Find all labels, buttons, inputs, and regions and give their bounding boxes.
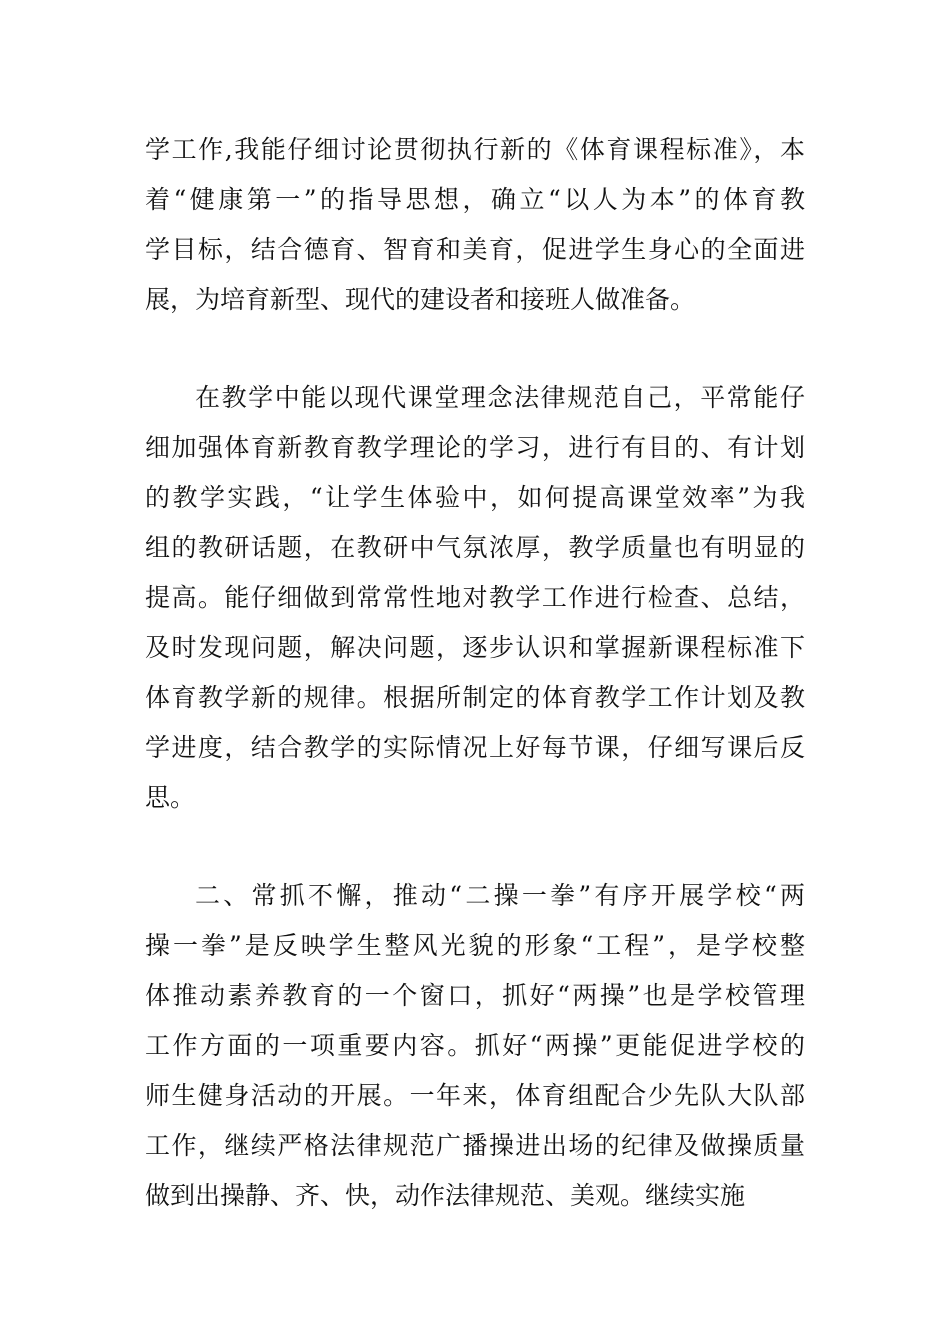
text-line: 二、常抓不懈，推动“二操一拳”有序开展学校“两	[195, 881, 805, 910]
text-line: 师生健身活动的开展。一年来，体育组配合少先队大队部	[145, 1081, 805, 1110]
paragraph-1	[145, 125, 805, 325]
text-line: 操一拳”是反映学生整风光貌的形象“工程”，是学校整	[145, 931, 805, 960]
text-line: 体育教学新的规律。根据所制定的体育教学工作计划及教	[145, 683, 805, 712]
text-line: 做到出操静、齐、快，动作法律规范、美观。继续实施	[145, 1181, 746, 1210]
text-line: 学进度，结合教学的实际情况上好每节课，仔细写课后反	[145, 733, 805, 762]
paragraph-3	[145, 871, 805, 1221]
text-line: 在教学中能以现代课堂理念法律规范自己，平常能仔	[195, 383, 805, 412]
text-line: 展，为培育新型、现代的建设者和接班人做准备。	[145, 285, 696, 314]
text-line: 提高。能仔细做到常常性地对教学工作进行检查、总结，	[145, 583, 805, 612]
text-line: 组的教研话题，在教研中气氛浓厚，教学质量也有明显的	[145, 533, 805, 562]
paragraph-2	[145, 373, 805, 823]
text-line: 工作，继续严格法律规范广播操进出场的纪律及做操质量	[145, 1131, 805, 1160]
text-line: 学目标，结合德育、智育和美育，促进学生身心的全面进	[145, 235, 805, 264]
text-line: 细加强体育新教育教学理论的学习，进行有目的、有计划	[145, 433, 805, 462]
text-line: 工作方面的一项重要内容。抓好“两操”更能促进学校的	[145, 1031, 805, 1060]
text-line: 及时发现问题，解决问题，逐步认识和掌握新课程标准下	[145, 633, 805, 662]
text-line: 学工作,我能仔细讨论贯彻执行新的《体育课程标准》，本	[145, 135, 805, 164]
text-line: 体推动素养教育的一个窗口，抓好“两操”也是学校管理	[145, 981, 805, 1010]
text-line: 思。	[145, 783, 196, 812]
text-line: 的教学实践，“让学生体验中，如何提高课堂效率”为我	[145, 483, 805, 512]
text-line: 着“健康第一”的指导思想，确立“以人为本”的体育教	[145, 185, 805, 214]
